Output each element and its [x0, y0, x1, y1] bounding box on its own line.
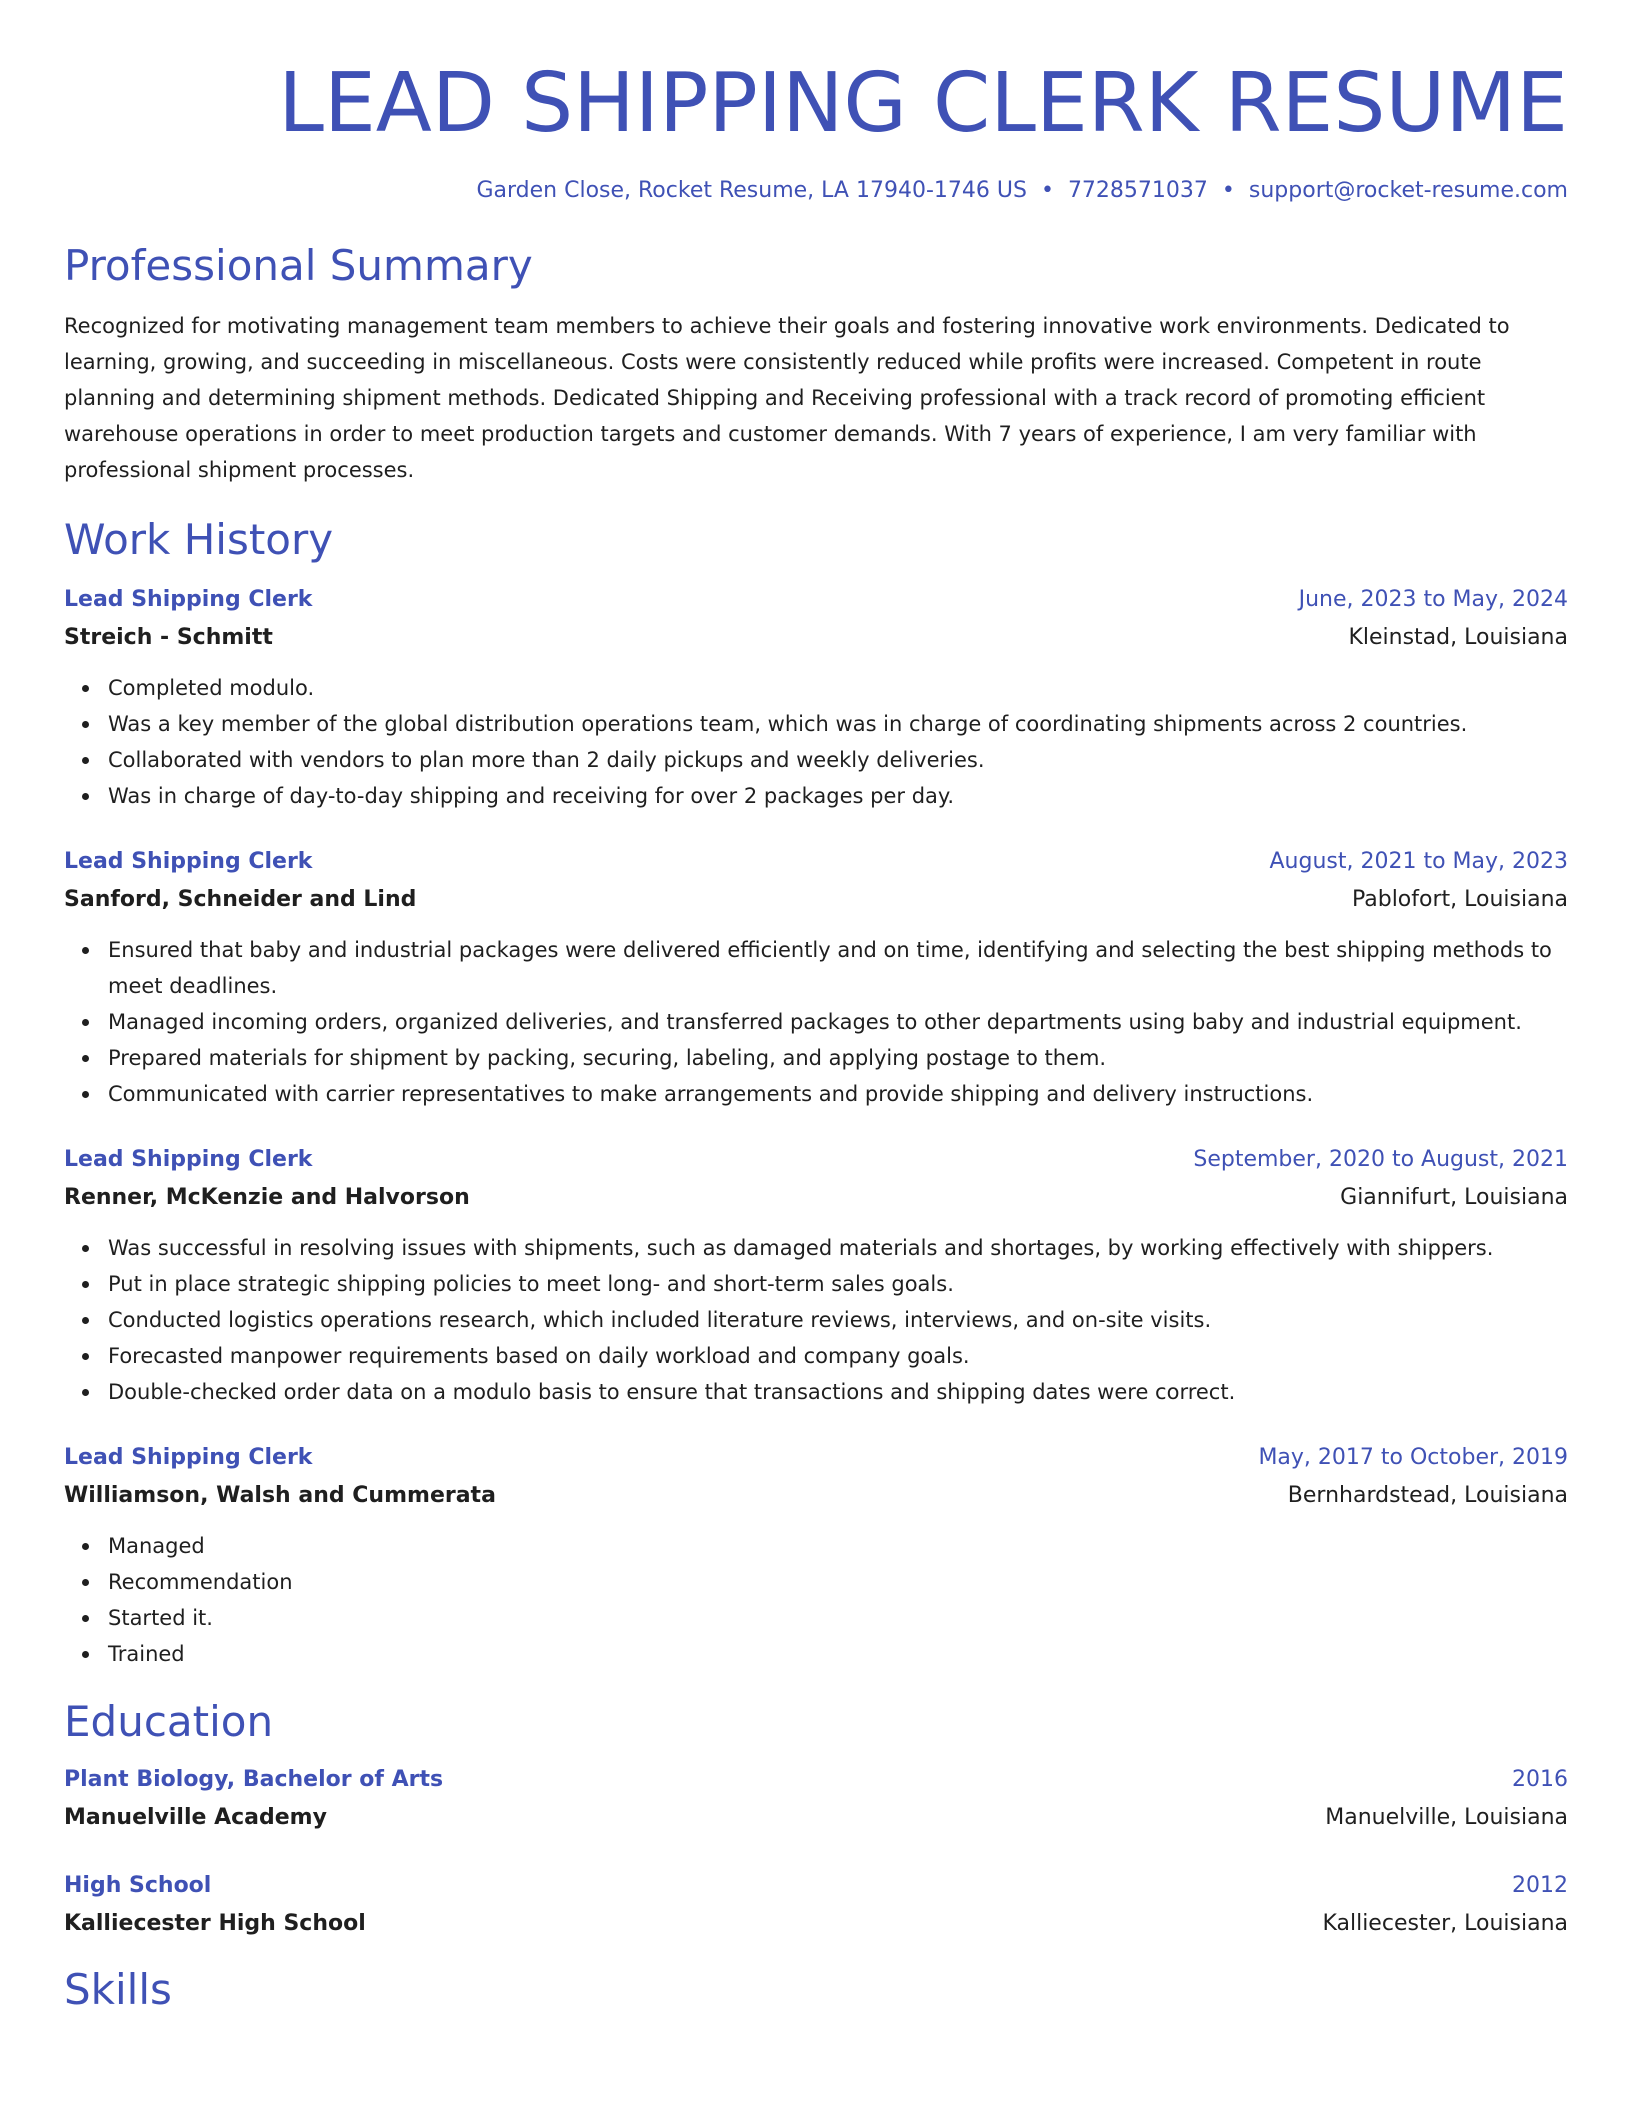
- education-school-row: [64, 1798, 1568, 1838]
- job-bullet: Completed modulo.: [108, 670, 1568, 706]
- job-company: Sanford, Schneider and Lind: [64, 887, 417, 912]
- job-entry: [64, 1142, 1568, 1410]
- job-company: Williamson, Walsh and Cummerata: [64, 1483, 496, 1508]
- job-bullet: Prepared materials for shipment by packing, securing, labeling, and applying postage to them.: [108, 1040, 1568, 1076]
- job-bullet: Was successful in resolving issues with shipments, such as damaged materials and shortages, by working effectively with shippers.: [108, 1230, 1568, 1266]
- contact-separator: •: [1221, 178, 1235, 203]
- job-title: Lead Shipping Clerk: [64, 587, 313, 612]
- summary-text: Recognized for motivating management team members to achieve their goals and fostering innovative work environments. Dedicated to learning, growing, and succeeding in miscellaneous. Costs were consistently reduced while profits were increased. Competent in route planning and determining shipment methods. Dedicated Shipping and Receiving professional with a track record of promoting efficient warehouse operations in order to meet production targets and customer demands. With 7 years of experience, I am very familiar with professional shipment processes.: [64, 314, 1510, 482]
- job-dates: August, 2021 to May, 2023: [1269, 849, 1568, 874]
- job-company-row: [64, 880, 1568, 920]
- education-entry: [64, 1762, 1568, 1838]
- education-entry: [64, 1868, 1568, 1944]
- job-location: Giannifurt, Louisiana: [1340, 1185, 1568, 1210]
- job-dates: June, 2023 to May, 2024: [1298, 587, 1568, 612]
- contact-phone[interactable]: 7728571037: [1067, 178, 1208, 203]
- resume-title: LEAD SHIPPING CLERK RESUME: [278, 56, 1568, 151]
- job-bullet: Managed: [108, 1528, 1568, 1564]
- job-company: Renner, McKenzie and Halvorson: [64, 1185, 470, 1210]
- summary-heading: Professional Summary: [64, 241, 533, 290]
- education-year: 2012: [1512, 1873, 1568, 1898]
- job-company: Streich - Schmitt: [64, 625, 273, 650]
- job-entry: [64, 844, 1568, 1112]
- job-entry: [64, 582, 1568, 814]
- job-header-row: [64, 582, 1568, 618]
- job-bullet-list: [64, 932, 1568, 1112]
- job-bullet: Trained: [108, 1636, 1568, 1672]
- job-bullet-list: [64, 1230, 1568, 1410]
- job-location: Kleinstad, Louisiana: [1348, 625, 1568, 650]
- education-header-row: [64, 1762, 1568, 1798]
- job-bullet: Managed incoming orders, organized deliveries, and transferred packages to other departments using baby and industrial equipment.: [108, 1004, 1568, 1040]
- education-header-row: [64, 1868, 1568, 1904]
- job-title: Lead Shipping Clerk: [64, 849, 313, 874]
- job-bullet-list: [64, 1528, 1568, 1672]
- work-history-heading: Work History: [64, 515, 334, 564]
- job-bullet: Conducted logistics operations research, which included literature reviews, interviews, and on-site visits.: [108, 1302, 1568, 1338]
- job-dates: May, 2017 to October, 2019: [1258, 1445, 1568, 1470]
- job-title: Lead Shipping Clerk: [64, 1445, 313, 1470]
- job-bullet: Was in charge of day-to-day shipping and receiving for over 2 packages per day.: [108, 778, 1568, 814]
- education-degree: Plant Biology, Bachelor of Arts: [64, 1767, 444, 1792]
- job-bullet: Forecasted manpower requirements based on daily workload and company goals.: [108, 1338, 1568, 1374]
- job-header-row: [64, 844, 1568, 880]
- education-location: Kalliecester, Louisiana: [1322, 1911, 1568, 1936]
- job-company-row: [64, 618, 1568, 658]
- job-header-row: [64, 1440, 1568, 1476]
- job-location: Bernhardstead, Louisiana: [1287, 1483, 1568, 1508]
- education-location: Manuelville, Louisiana: [1325, 1805, 1568, 1830]
- education-degree: High School: [64, 1873, 212, 1898]
- education-heading: Education: [64, 1697, 274, 1746]
- job-bullet: Started it.: [108, 1600, 1568, 1636]
- education-year: 2016: [1512, 1767, 1568, 1792]
- job-bullet: Was a key member of the global distribution operations team, which was in charge of coordinating shipments across 2 countries.: [108, 706, 1568, 742]
- job-bullet: Double-checked order data on a modulo basis to ensure that transactions and shipping dates were correct.: [108, 1374, 1568, 1410]
- skills-heading: Skills: [64, 1965, 172, 2014]
- job-entry: [64, 1440, 1568, 1672]
- education-school-row: [64, 1904, 1568, 1944]
- education-school: Manuelville Academy: [64, 1805, 327, 1830]
- contact-email[interactable]: support@rocket-resume.com: [1248, 178, 1568, 203]
- education-school: Kalliecester High School: [64, 1911, 366, 1936]
- contact-line: [64, 176, 1568, 206]
- job-bullet-list: [64, 670, 1568, 814]
- job-title: Lead Shipping Clerk: [64, 1147, 313, 1172]
- contact-separator: •: [1040, 178, 1054, 203]
- job-company-row: [64, 1476, 1568, 1516]
- job-bullet: Communicated with carrier representatives to make arrangements and provide shipping and delivery instructions.: [108, 1076, 1568, 1112]
- contact-address: Garden Close, Rocket Resume, LA 17940-1746 US: [476, 178, 1027, 203]
- job-bullet: Ensured that baby and industrial packages were delivered efficiently and on time, identifying and selecting the best shipping methods to meet deadlines.: [108, 932, 1568, 1004]
- job-bullet: Recommendation: [108, 1564, 1568, 1600]
- job-bullet: Collaborated with vendors to plan more than 2 daily pickups and weekly deliveries.: [108, 742, 1568, 778]
- job-bullet: Put in place strategic shipping policies to meet long- and short-term sales goals.: [108, 1266, 1568, 1302]
- job-dates: September, 2020 to August, 2021: [1193, 1147, 1568, 1172]
- job-company-row: [64, 1178, 1568, 1218]
- job-header-row: [64, 1142, 1568, 1178]
- job-location: Pablofort, Louisiana: [1351, 887, 1568, 912]
